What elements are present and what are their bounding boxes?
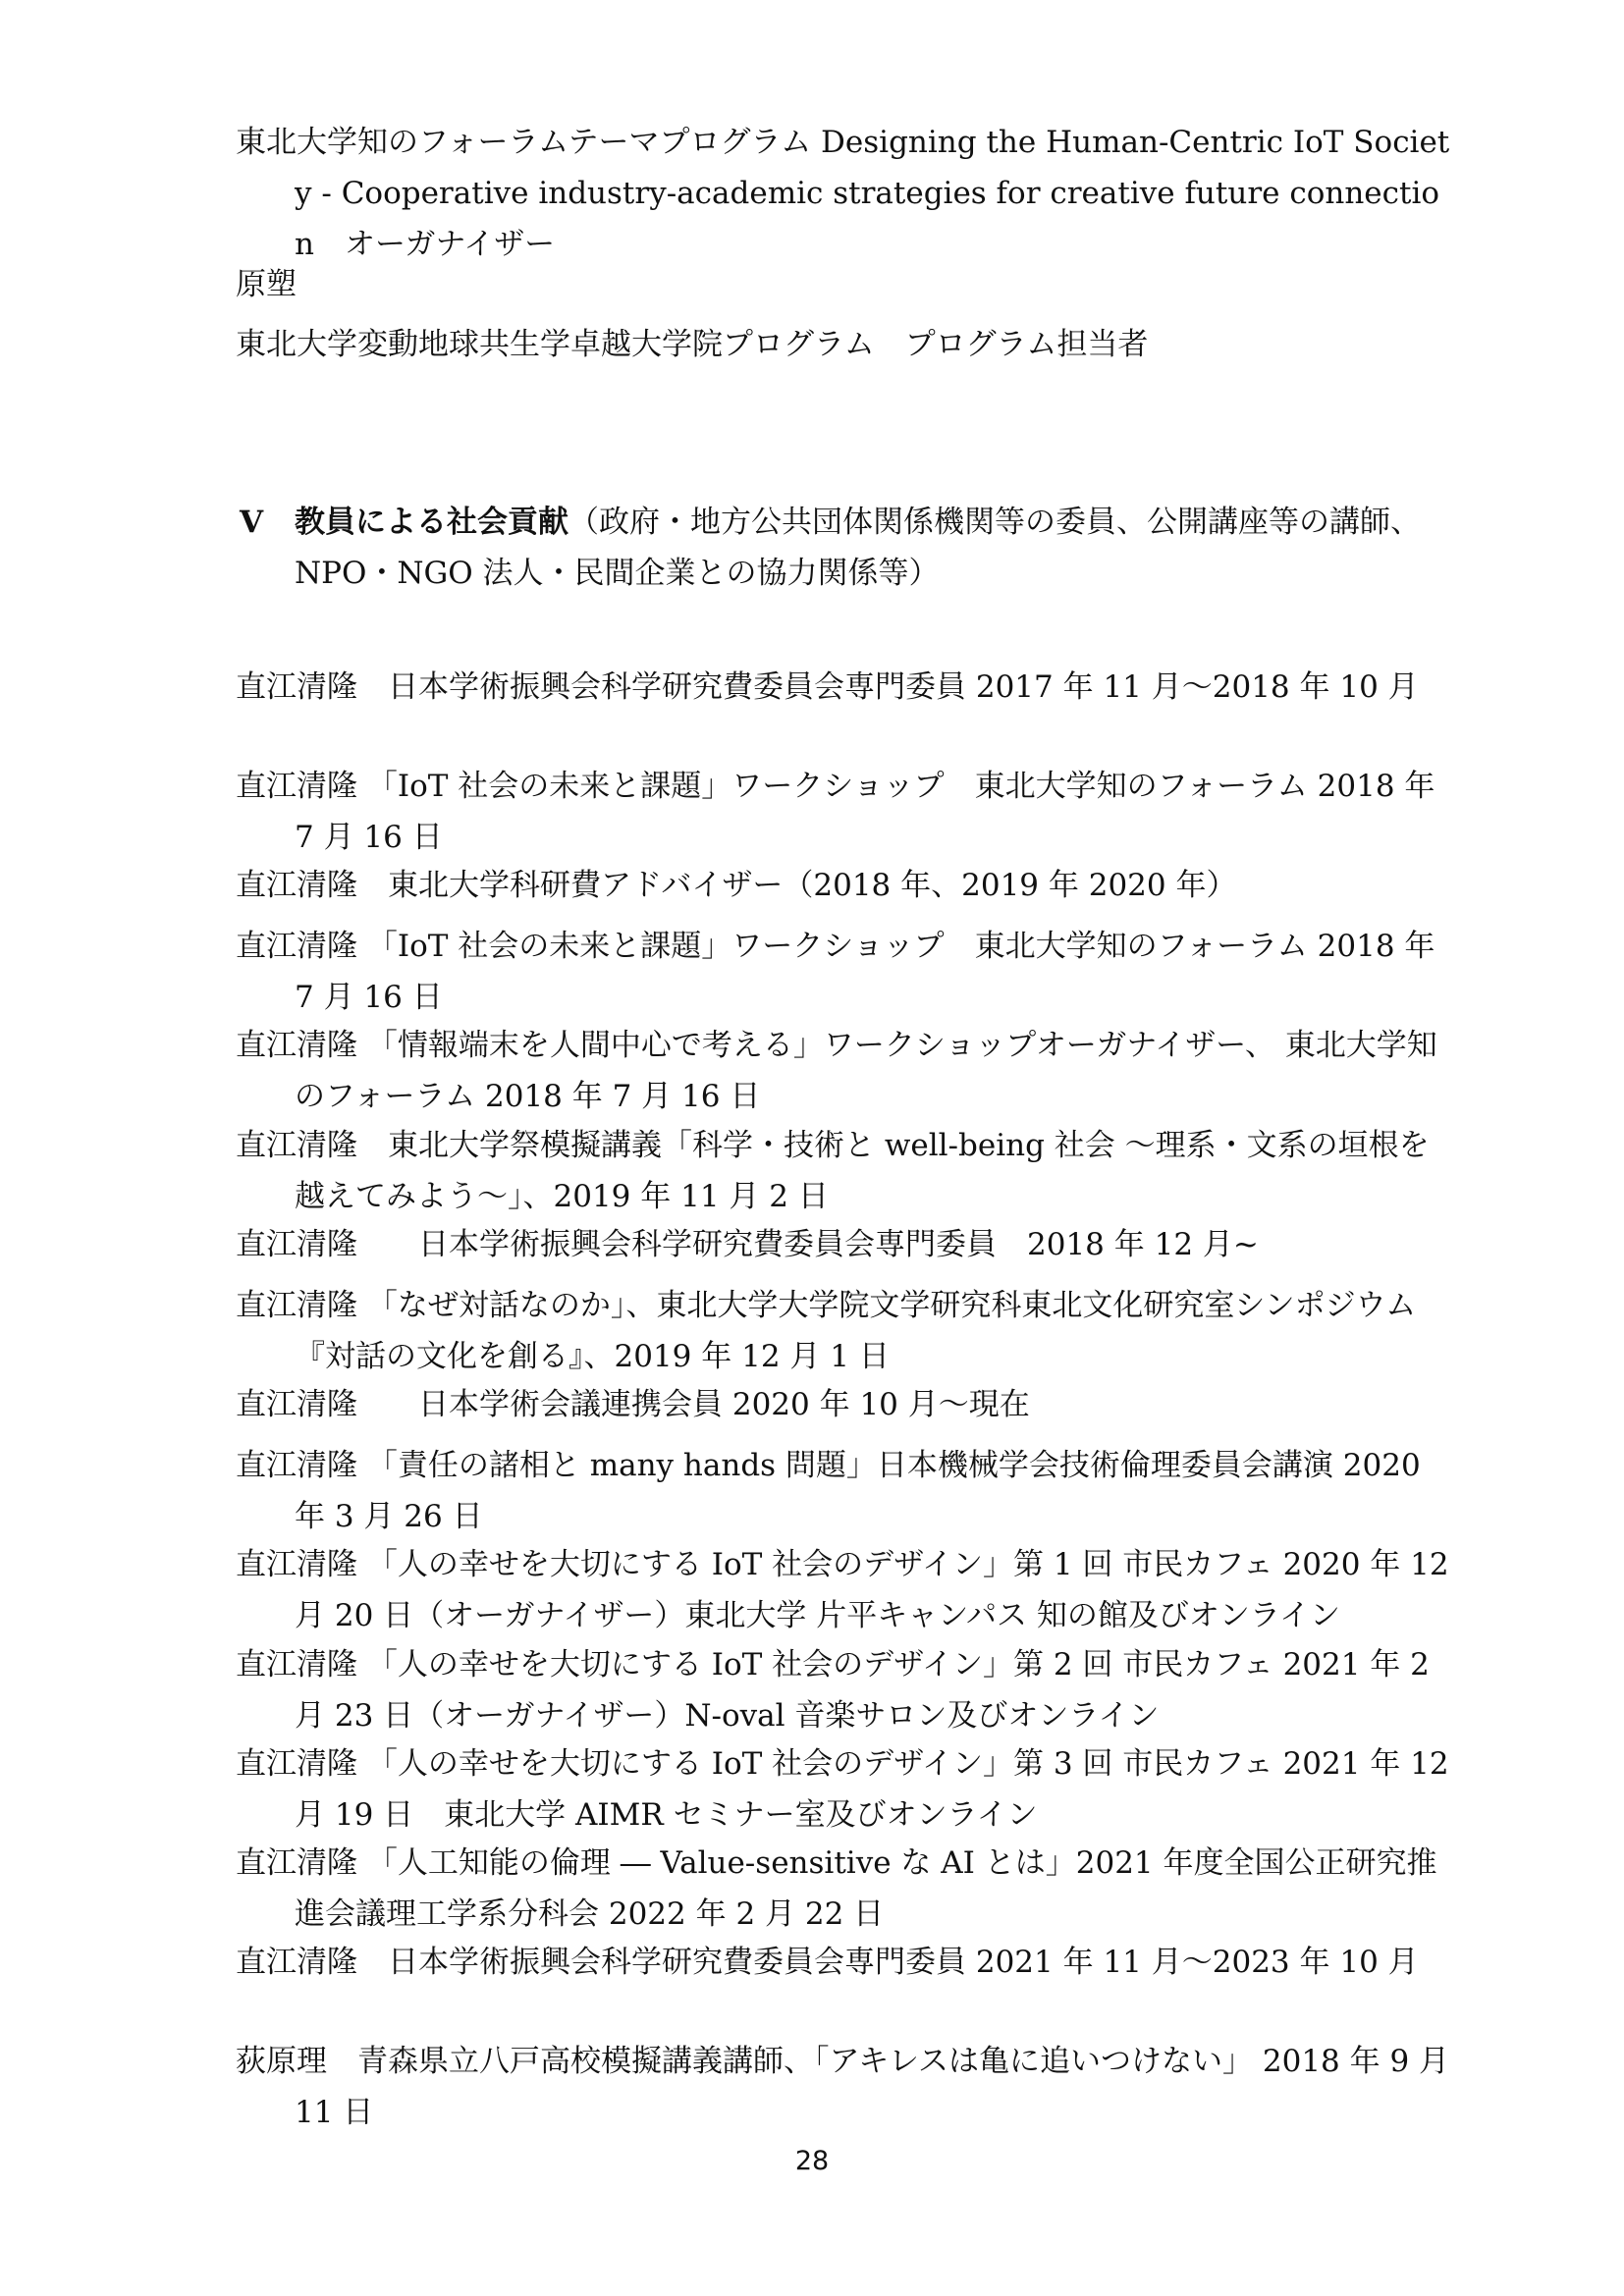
list-item: 直江清隆 「人の幸せを大切にする IoT 社会のデザイン」第 3 回 市民カフェ 2021 年 12 月 19 日 東北大学 AIMR セミナー室及びオンライン bbox=[236, 1746, 1449, 1833]
section-title: 教員による社会貢献 bbox=[295, 505, 568, 540]
section-number: V bbox=[240, 505, 264, 540]
list-item: 直江清隆 「人工知能の倫理 ― Value-sensitive な AI とは」2021 年度全国公正研究推進会議理工学系分科会 2022 年 2 月 22 日 bbox=[236, 1845, 1437, 1932]
list-item: 荻原理 青森県立八戸高校模擬講義講師、「アキレスは亀に追いつけない」 2018 年 9 月 11 日 bbox=[236, 2044, 1450, 2130]
list-item: 直江清隆 「人の幸せを大切にする IoT 社会のデザイン」第 1 回 市民カフェ 2020 年 12 月 20 日（オーガナイザー）東北大学 片平キャンパス 知の館及びオンライン bbox=[236, 1547, 1449, 1633]
list-item: 直江清隆 東北大学科研費アドバイザー（2018 年、2019 年 2020 年） bbox=[236, 868, 1237, 903]
list-item: 直江清隆 「情報端末を人間中心で考える」ワークショップオーガナイザー、 東北大学知のフォーラム 2018 年 7 月 16 日 bbox=[236, 1028, 1437, 1114]
list-item: 直江清隆 日本学術振興会科学研究費委員会専門委員 2018 年 12 月~ bbox=[236, 1227, 1259, 1262]
list-item: 直江清隆 「責任の諸相と many hands 問題」日本機械学会技術倫理委員会講演 2020 年 3 月 26 日 bbox=[236, 1448, 1421, 1534]
forum-organizer-entry: 東北大学知のフォーラムテーマプログラム Designing the Human-Centric IoT Society - Cooperative industry-academic strategies for creative future connection オーガナイザー bbox=[236, 125, 1450, 262]
list-item: 直江清隆 「人の幸せを大切にする IoT 社会のデザイン」第 2 回 市民カフェ 2021 年 2 月 23 日（オーガナイザー）N-oval 音楽サロン及びオンライン bbox=[236, 1647, 1430, 1734]
list-item: 直江清隆 「なぜ対話なのか」、東北大学大学院文学研究科東北文化研究室シンポジウム『対話の文化を創る』、2019 年 12 月 1 日 bbox=[236, 1288, 1417, 1374]
list-item: 直江清隆 日本学術振興会科学研究費委員会専門委員 2017 年 11 月～2018 年 10 月 bbox=[236, 669, 1419, 705]
list-item: 直江清隆 日本学術会議連携会員 2020 年 10 月～現在 bbox=[236, 1387, 1030, 1422]
page-number: 28 bbox=[794, 2146, 830, 2176]
program-member-entry: 東北大学変動地球共生学卓越大学院プログラム プログラム担当者 bbox=[236, 327, 1149, 362]
list-item: 直江清隆 東北大学祭模擬講義「科学・技術と well-being 社会 ～理系・文系の垣根を越えてみよう～」、2019 年 11 月 2 日 bbox=[236, 1128, 1430, 1214]
list-item: 直江清隆 「IoT 社会の未来と課題」ワークショップ 東北大学知のフォーラム 2018 年 7 月 16 日 bbox=[236, 769, 1435, 855]
member-name: 原塑 bbox=[236, 267, 297, 302]
list-item: 直江清隆 「IoT 社会の未来と課題」ワークショップ 東北大学知のフォーラム 2018 年 7 月 16 日 bbox=[236, 929, 1435, 1015]
list-item: 直江清隆 日本学術振興会科学研究費委員会専門委員 2021 年 11 月～2023 年 10 月 bbox=[236, 1945, 1419, 1980]
section-subtitle: （政府・地方公共団体関係機関等の委員、公開講座等の講師、NPO・NGO 法人・民間企業との協力関係等） bbox=[295, 505, 1421, 591]
section-heading bbox=[240, 497, 1449, 599]
